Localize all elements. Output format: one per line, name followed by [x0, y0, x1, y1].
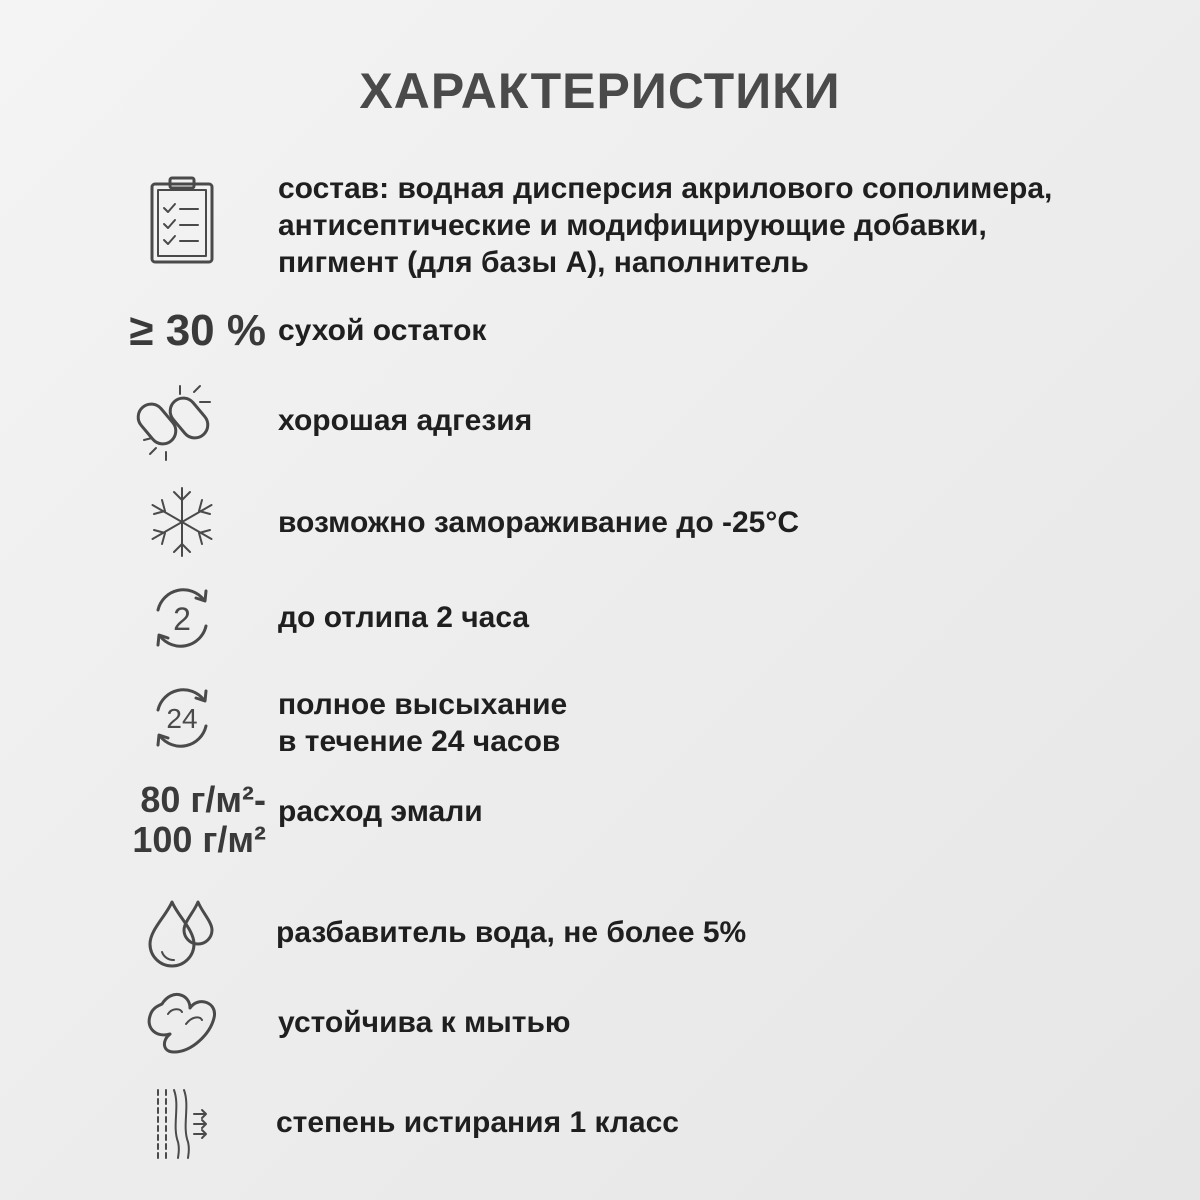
tack-free-text: до отлипа 2 часа — [278, 601, 530, 634]
sponge-icon — [142, 984, 222, 1064]
cycle-24-label: 24 — [166, 703, 198, 734]
page-title: ХАРАКТЕРИСТИКИ — [359, 63, 841, 119]
washable-text: устойчива к мытью — [278, 1006, 571, 1039]
clipboard-checklist-icon — [148, 174, 218, 266]
water-drops-icon — [144, 894, 220, 970]
cycle-24-hours-icon — [144, 680, 220, 756]
chain-link-icon — [136, 382, 216, 462]
full-drying-text: полное высыхание в течение 24 часов — [278, 688, 568, 758]
cycle-2-label: 2 — [173, 601, 191, 637]
consumption-text: расход эмали — [278, 795, 483, 828]
snowflake-icon — [144, 484, 220, 560]
composition-text: состав: водная дисперсия акрилового сополимера, антисептические и модифицирующие добавки, пигмент (для базы А), наполнитель — [278, 172, 1053, 279]
abrasion-surface-icon — [150, 1086, 216, 1162]
abrasion-text: степень истирания 1 класс — [276, 1106, 679, 1139]
dry-residue-value: ≥ 30 % — [129, 306, 266, 355]
cycle-2-hours-icon — [144, 580, 220, 656]
consumption-value: 80 г/м²- 100 г/м² — [132, 779, 266, 860]
dry-residue-text: сухой остаток — [278, 314, 487, 347]
thinner-text: разбавитель вода, не более 5% — [276, 916, 747, 949]
adhesion-text: хорошая адгезия — [278, 404, 533, 437]
freezing-text: возможно замораживание до -25°C — [278, 506, 800, 539]
